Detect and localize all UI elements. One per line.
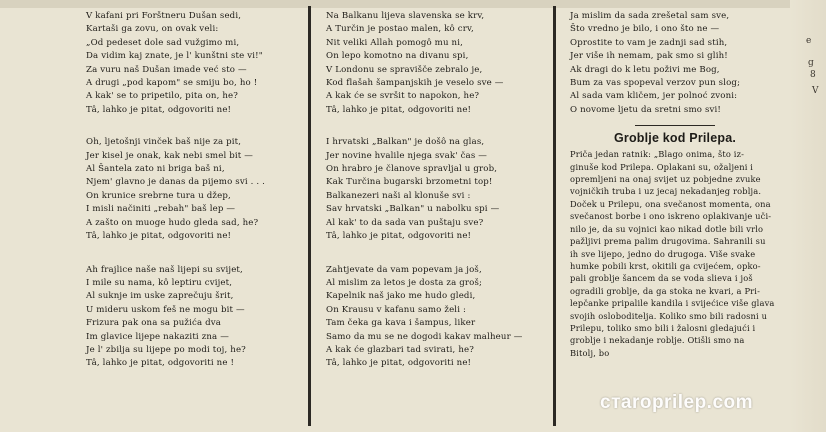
poem-line: A Turčin je postao malen, kô crv, xyxy=(326,24,474,35)
poem-line: Jer kisel je onak, kak nebi smel bit — xyxy=(86,150,254,161)
poem-line: Ja mislim da sada zrešetal sam sve, xyxy=(570,11,730,21)
poem-line: Tam čeka ga kava i šampus, liker xyxy=(326,318,476,329)
poem-stanza-4 xyxy=(326,10,541,117)
poem-line: I mile su nama, kô leptiru cvijet, xyxy=(86,277,233,288)
column-3 xyxy=(570,10,780,359)
poem-stanza-7 xyxy=(570,10,780,117)
article-heading: Groblje kod Prilepa. xyxy=(613,131,737,146)
article-line: nilo je, da su vojnici kao nikad dotle bili vrlo xyxy=(570,223,764,234)
poem-line: Al sada vam kličem, jer polnoć zvoni: xyxy=(570,91,738,102)
poem-line: Na Balkanu lijeva slavenska se krv, xyxy=(326,11,485,21)
poem-line: Nit veliki Allah pomogô mu ni, xyxy=(326,37,464,48)
poem-line: Samo da mu se ne dogodi kakav malheur — xyxy=(326,331,523,342)
poem-line: Kak Turčina bugarski brzometni top! xyxy=(326,177,493,188)
poem-line: Njem' glavno je danas da pijemo svi . . . xyxy=(86,177,266,188)
poem-line: Zahtjevate da vam popevam ja još, xyxy=(326,264,482,275)
article-line: lepčanke pripalile kandila i svijećice više glava xyxy=(570,298,775,309)
article-line: Bitolj, bo xyxy=(570,347,610,358)
article-line: ogradili groblje, da ga stoka ne kvari, a Pri- xyxy=(570,285,761,296)
poem-line: I misli načiniti „rebah" baš lep — xyxy=(86,204,236,215)
article-line: vojničkih truba i uz jecaj nekadanjeg roblja. xyxy=(570,186,762,197)
article-line: Prilepu, toliko smo bili i žalosni gledajući i xyxy=(570,322,756,333)
article-line: Priča jedan ratnik: „Blago onima, što iz- xyxy=(570,149,745,160)
poem-line: Oh, ljetošnji vinček baš nije za pit, xyxy=(86,137,242,148)
poem-stanza-3 xyxy=(86,264,301,371)
poem-line: Bum za vas spopeval verzov pun slog; xyxy=(570,78,741,89)
poem-line: On krunice srebrne tura u džep, xyxy=(86,190,231,201)
poem-line: On Krausu v kafanu samo želi : xyxy=(326,304,467,315)
poem-line: Frizura pak ona sa pužića dva xyxy=(86,318,222,329)
poem-line: „Od pedeset dole sad vužgimo mi, xyxy=(86,37,240,48)
poem-line: A kak' se to pripetilo, pita on, he? xyxy=(86,91,239,102)
article-line: Doček u Prilepu, ona svečanost momenta, ona xyxy=(570,198,771,209)
poem-line: Jer više ih nemam, pak smo si glih! xyxy=(570,51,728,62)
poem-line: Al suknje im uske zaprečuju šrit, xyxy=(86,291,234,302)
poem-line: U mideru uskom feš ne mogu bit — xyxy=(86,304,245,315)
adjacent-page-edge xyxy=(790,0,826,432)
poem-line: Kod flašah šampanjskih je veselo sve — xyxy=(326,78,504,89)
poem-line: Ak dragi do k letu poživi me Bog, xyxy=(570,64,720,75)
poem-line: Ah frajlice naše naš lijepi su svijet, xyxy=(86,264,243,275)
poem-line: Tâ, lahko je pitat, odgovoriti ne! xyxy=(86,231,232,242)
column-divider xyxy=(553,6,556,426)
poem-line: Al Šantela zato ni briga baš ni, xyxy=(86,164,225,175)
poem-line: Al mislim za letos je dosta za groš; xyxy=(326,277,483,288)
poem-line: Im glavice lijepe nakaziti zna — xyxy=(86,331,229,342)
poem-line: Da vidim kaj znate, je l' kunštni ste vi!" xyxy=(86,51,263,62)
poem-line: A zašto on muoge hudo gleda sad, he? xyxy=(86,217,259,228)
column-divider xyxy=(308,6,311,426)
poem-line: Al kak' to da sada van puštaju sve? xyxy=(326,217,484,228)
poem-line: Kapelnik naš jako me hudo gledi, xyxy=(326,291,476,302)
poem-line: A kak će glazbari tad svirati, he? xyxy=(326,344,475,355)
article-line: ginuše kod Prilepa. Oplakani su, ožaljeni i xyxy=(570,161,754,172)
poem-line: Tâ, lahko je pitat, odgovoriti ne! xyxy=(326,358,472,369)
poem-line: Kartaši ga zovu, on ovak veli: xyxy=(86,24,219,35)
poem-line: Je l' zbilja su lijepe po modi toj, he? xyxy=(86,344,246,355)
article-body xyxy=(570,148,780,359)
poem-line: A drugi „pod kapom" se smiju bo, ho ! xyxy=(86,78,258,89)
column-1 xyxy=(86,10,301,371)
poem-line: V Londonu se spravišče zebralo je, xyxy=(326,64,483,75)
article-line: pali groblje šancem da se voda slieva i još xyxy=(570,273,753,284)
poem-stanza-1 xyxy=(86,10,301,117)
top-edge xyxy=(0,0,826,8)
edge-glyph: e xyxy=(806,36,812,46)
edge-glyph: V xyxy=(812,86,819,96)
poem-line: Oprostite to vam je zadnji sad stih, xyxy=(570,37,728,48)
poem-line: Tâ, lahko je pitat, odgovoriti ne ! xyxy=(86,358,235,369)
article-line: svečanost borbe i ono iskreno oplakivanje uči- xyxy=(570,211,772,222)
article-line: ih sve lijepo, jedno do drugoga. Više svake xyxy=(570,248,756,259)
poem-stanza-6 xyxy=(326,264,541,371)
article-line: humke pobili krst, okitili ga cvijećem, opko- xyxy=(570,260,761,271)
edge-glyph: g xyxy=(808,58,814,68)
site-watermark: стaroprilep.com xyxy=(600,392,754,413)
poem-line: On lepo komotno na divanu spi, xyxy=(326,51,469,62)
section-divider xyxy=(635,125,715,126)
column-2 xyxy=(326,10,541,371)
article-line: pažljivi prema palim drugovima. Sahranili su xyxy=(570,236,766,247)
poem-stanza-5 xyxy=(326,136,541,243)
poem-line: Balkanezeri naši al klonuše svi : xyxy=(326,190,471,201)
poem-line: Jer novine hvalile njega svak' čas — xyxy=(326,150,488,161)
poem-line: Tâ, lahko je pitat, odgovoriti ne! xyxy=(326,231,472,242)
poem-line: I hrvatski „Balkan" je došô na glas, xyxy=(326,137,485,148)
poem-line: O novome ljetu da sretni smo svi! xyxy=(570,104,722,115)
poem-line: Sav hrvatski „Balkan" u nabolku spi — xyxy=(326,204,500,215)
poem-line: Za vuru naš Dušan imade već sto — xyxy=(86,64,247,75)
poem-line: Što vredno je bilo, i ono što ne — xyxy=(570,24,720,35)
poem-line: On hrabro je članove spravljal u grob, xyxy=(326,164,498,175)
poem-line: Tâ, lahko je pitat, odgovoriti ne! xyxy=(86,104,232,115)
poem-line: Tâ, lahko je pitat, odgovoriti ne! xyxy=(326,104,472,115)
poem-stanza-2 xyxy=(86,136,301,243)
article-line: svojih osloboditelja. Koliko smo bili radosni u xyxy=(570,310,768,321)
article-line: groblje i nekadanje roblje. Otišli smo na xyxy=(570,335,745,346)
edge-glyph: 8 xyxy=(810,70,816,80)
poem-line: V kafani pri Forštneru Dušan sedi, xyxy=(86,11,242,21)
article-line: opremljeni na onaj svijet uz pobjedne zvuke xyxy=(570,174,761,185)
poem-line: A kak će se svršit to napokon, he? xyxy=(326,91,480,102)
